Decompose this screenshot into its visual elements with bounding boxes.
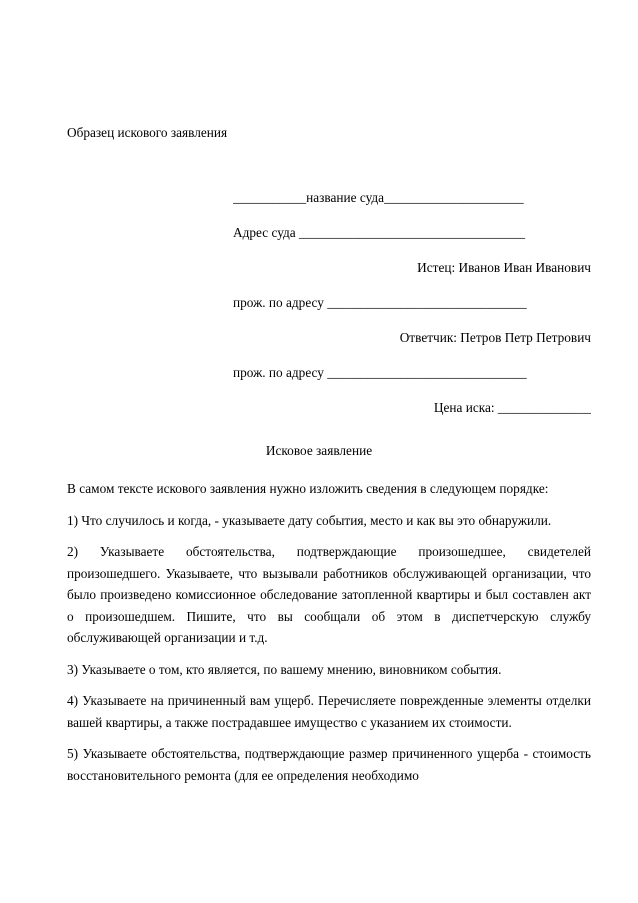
paragraph-2: 2) Указываете обстоятельства, подтверждающие произошедшее, свидетелей произошедшего. Указываете, что вызывали работников обслуживающей организации, что было произведено комиссионное обследование затопленной квартиры и был составлен акт о произошедшем. Пишите, что вы сообщали об этом в диспетчерскую службу обслуживающей организации и т.д. bbox=[67, 544, 591, 645]
court-address-line: Адрес суда __________________________________ bbox=[233, 225, 526, 240]
paragraph-4: 4) Указываете на причиненный вам ущерб. Перечисляете поврежденные элементы отделки вашей квартиры, а также пострадавшее имущество с указанием их стоимости. bbox=[67, 693, 591, 730]
document-caption: Образец искового заявления bbox=[67, 125, 228, 140]
document-body bbox=[67, 478, 591, 796]
paragraph-1: 1) Что случилось и когда, - указываете дату события, место и как вы это обнаружили. bbox=[67, 512, 552, 528]
paragraph-3: 3) Указываете о том, кто является, по вашему мнению, виновником события. bbox=[67, 661, 502, 677]
document-title: Исковое заявление bbox=[265, 443, 373, 458]
claim-price-line: Цена иска: ______________ bbox=[433, 400, 591, 415]
plaintiff-address-line: прож. по адресу ______________________________ bbox=[233, 295, 527, 310]
court-name-line: ___________название суда_____________________ bbox=[233, 190, 524, 205]
plaintiff-line: Истец: Иванов Иван Иванович bbox=[417, 260, 591, 275]
claim-header-block bbox=[233, 188, 591, 417]
defendant-address-line: прож. по адресу ______________________________ bbox=[233, 365, 527, 380]
paragraph-5: 5) Указываете обстоятельства, подтверждающие размер причиненного ущерба - стоимость восстановительного ремонта (для ее определения необходимо bbox=[67, 746, 591, 783]
paragraph-intro: В самом тексте искового заявления нужно изложить сведения в следующем порядке: bbox=[67, 481, 549, 496]
defendant-line: Ответчик: Петров Петр Петрович bbox=[399, 330, 591, 345]
